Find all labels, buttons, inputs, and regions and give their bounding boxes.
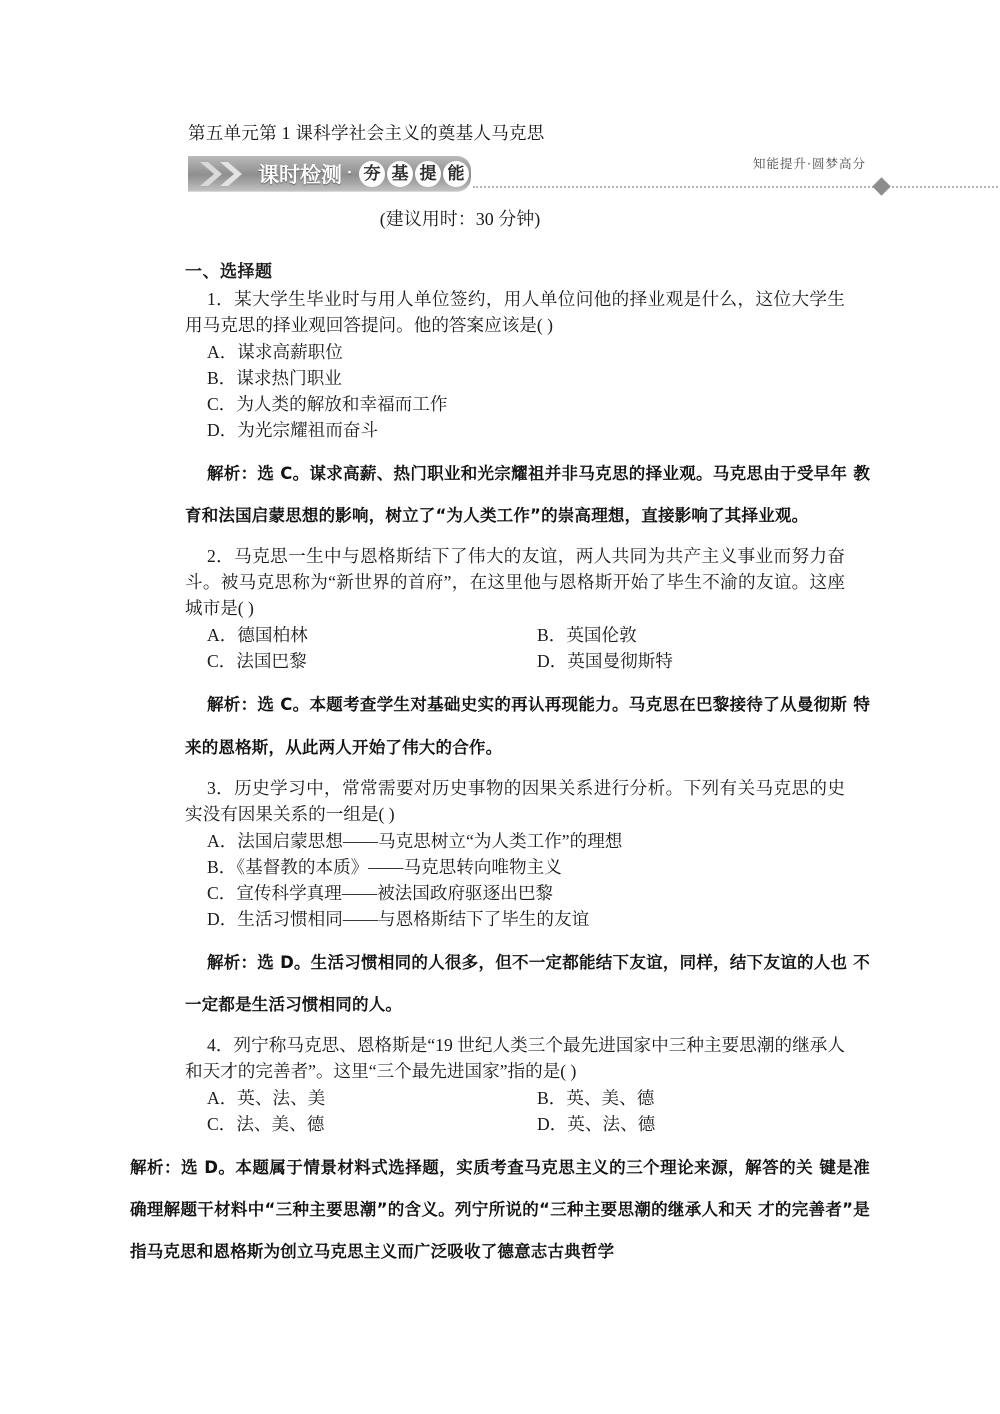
option-list <box>185 622 845 674</box>
option-item[interactable]: C．法、美、德 <box>207 1114 325 1134</box>
option-item[interactable]: A．英、法、美 <box>207 1087 326 1108</box>
banner-bubble: 基 <box>387 161 413 187</box>
question-stem: 2．马克思一生中与恩格斯结下了伟大的友谊，两人共同为共产主义事业而努力奋斗。被马克思称为“新世界的首府”，在这里他与恩格斯开始了毕生不渝的友谊。这座城市是( ) <box>185 546 845 619</box>
option-item[interactable]: D．生活习惯相同——与恩格斯结下了毕生的友谊 <box>207 908 590 929</box>
diamond-marker-icon <box>872 177 890 195</box>
explanation <box>185 942 870 1026</box>
banner-bubble: 提 <box>415 161 441 187</box>
option-item[interactable]: B．谋求热门职业 <box>207 368 342 389</box>
exercise-content <box>130 205 870 1279</box>
explanation-line: 教育和法国启蒙思想的影响，树立了“为人类工作”的崇高理想，直接影响了其择业观。 <box>185 464 871 526</box>
option-item[interactable]: B．《基督教的本质》——马克思转向唯物主义 <box>207 856 562 877</box>
banner-dotted-rule <box>473 186 1000 188</box>
banner-bubble: 夯 <box>359 161 385 187</box>
explanation <box>130 1147 870 1273</box>
running-head: 第五单元第 1 课科学社会主义的奠基人马克思 <box>188 123 545 143</box>
option-list <box>185 828 845 932</box>
option-item[interactable]: A．法国启蒙思想——马克思树立“为人类工作”的理想 <box>207 830 623 851</box>
banner-bubble: 能 <box>443 161 469 187</box>
option-list <box>185 339 845 443</box>
explanation-line: 解析：选 D。生活习惯相同的人很多，但不一定都能结下友谊，同样，结下友谊的人也 <box>207 952 848 972</box>
option-item[interactable]: B．英、美、德 <box>537 1087 655 1108</box>
explanation <box>185 453 870 537</box>
double-chevron-right-icon <box>198 160 260 188</box>
option-item[interactable]: C．宣传科学真理——被法国政府驱逐出巴黎 <box>207 882 554 903</box>
section-title: 一、选择题 <box>185 262 273 282</box>
explanation <box>185 684 870 768</box>
time-note: (建议用时：30 分钟) <box>379 209 541 229</box>
banner-title <box>258 159 469 189</box>
banner-title-main: 课时检测 <box>258 163 342 187</box>
explanation-line: 解析：选 C。本题考查学生对基础史实的再认再现能力。马克思在巴黎接待了从曼彻斯 <box>207 695 848 715</box>
section-banner <box>188 156 888 194</box>
option-item[interactable]: D．英国曼彻斯特 <box>537 651 673 672</box>
question-stem: 1．某大学生毕业时与用人单位签约，用人单位问他的择业观是什么，这位大学生用马克思的择业观回答提问。他的答案应该是( ) <box>185 289 845 336</box>
explanation-line: 解析：选 D。本题属于情景材料式选择题，实质考查马克思主义的三个理论来源，解答的关 <box>130 1158 814 1178</box>
option-item[interactable]: D．英、法、德 <box>537 1114 656 1134</box>
explanation-line: 才的完善者”是指马克思和恩格斯为创立马克思主义而广泛吸收了德意志古典哲学 <box>130 1200 870 1262</box>
option-item[interactable]: A．谋求高薪职位 <box>207 342 343 363</box>
option-item[interactable]: A．德国柏林 <box>207 625 308 646</box>
explanation-line: 解析：选 C。谋求高薪、热门职业和光宗耀祖并非马克思的择业观。马克思由于受早年 <box>207 464 848 484</box>
option-item[interactable]: C．为人类的解放和幸福而工作 <box>207 394 448 415</box>
option-item[interactable]: D．为光宗耀祖而奋斗 <box>207 420 379 441</box>
option-item[interactable]: B．英国伦敦 <box>537 625 637 646</box>
explanation-line: 键是准确理解题干材料中“三种主要思潮”的含义。列宁所说的“三种主要思潮的继承人和天 <box>130 1158 871 1220</box>
banner-right-label: 知能提升·圆梦高分 <box>753 156 866 171</box>
explanation-line: 特来的恩格斯，从此两人开始了伟大的合作。 <box>185 695 871 757</box>
option-item[interactable]: C．法国巴黎 <box>207 651 307 672</box>
explanation-line: 不一定都是生活习惯相同的人。 <box>185 952 870 1014</box>
option-list <box>185 1085 845 1137</box>
question-stem: 3．历史学习中，常常需要对历史事物的因果关系进行分析。下列有关马克思的史实没有因果关系的一组是( ) <box>185 777 845 824</box>
question-stem: 4．列宁称马克思、恩格斯是“19 世纪人类三个最先进国家中三种主要思潮的继承人和天才的完善者”。这里“三个最先进国家”指的是( ) <box>185 1034 845 1081</box>
banner-separator: · <box>347 165 352 181</box>
banner-bubble-group <box>359 161 469 187</box>
